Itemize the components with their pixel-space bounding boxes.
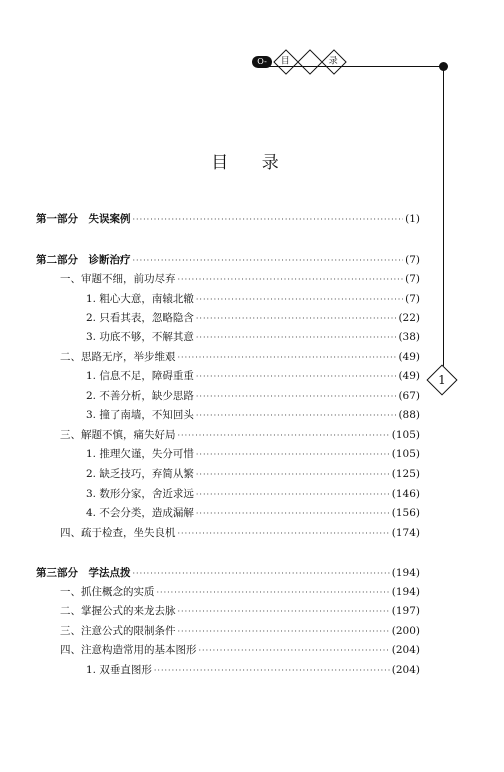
- toc-row[interactable]: [60, 349, 420, 365]
- page-title: 目 录: [211, 153, 293, 173]
- toc-label: 一、审题不细，前功尽弃: [60, 273, 176, 285]
- leader-dots: [178, 526, 390, 542]
- toc-row[interactable]: [60, 623, 420, 639]
- toc-page: (105): [391, 448, 420, 460]
- toc-label: 二、掌握公式的来龙去脉: [60, 605, 176, 617]
- toc-label: 2. 只看其表，忽略隐含: [86, 312, 194, 324]
- leader-dots: [196, 330, 397, 346]
- toc-page: (200): [391, 625, 420, 637]
- toc-page: (22): [398, 312, 420, 324]
- header-badge-lu: 录: [321, 49, 346, 74]
- toc-label: 1. 双垂直图形: [86, 664, 152, 676]
- toc-label: 二、思路无序，举步维艰: [60, 351, 176, 363]
- toc-row[interactable]: [86, 662, 420, 678]
- toc-label: 2. 缺乏技巧，弃简从繁: [86, 468, 194, 480]
- toc-label: 四、疏于检查，坐失良机: [60, 527, 176, 539]
- toc-row[interactable]: [36, 252, 420, 268]
- toc-page: (7): [405, 254, 420, 266]
- toc-page: (197): [391, 605, 420, 617]
- toc-label: 第二部分 诊断治疗: [36, 254, 131, 266]
- toc-row[interactable]: [36, 211, 420, 227]
- toc-page: (156): [391, 507, 420, 519]
- leader-dots: [196, 408, 397, 424]
- toc-label: 1. 推理欠谨，失分可惜: [86, 448, 194, 460]
- toc-row[interactable]: [60, 427, 420, 443]
- toc-page: (7): [405, 273, 420, 285]
- toc-row[interactable]: [86, 466, 420, 482]
- toc-page: (146): [391, 488, 420, 500]
- leader-dots: [178, 272, 404, 288]
- toc-row[interactable]: [86, 368, 420, 384]
- leader-dots: [196, 467, 390, 483]
- toc-row[interactable]: [60, 603, 420, 619]
- toc-page: (204): [391, 644, 420, 656]
- toc-page: (174): [391, 527, 420, 539]
- toc-page: (204): [391, 664, 420, 676]
- toc-row[interactable]: [36, 565, 420, 581]
- toc-row[interactable]: [60, 271, 420, 287]
- toc-page: (67): [398, 390, 420, 402]
- toc-row[interactable]: [86, 388, 420, 404]
- toc-row[interactable]: [86, 446, 420, 462]
- toc-label: 三、解题不慎，痛失好局: [60, 429, 176, 441]
- toc-label: 1. 信息不足，障碍重重: [86, 370, 194, 382]
- page-number: 1: [438, 373, 446, 387]
- leader-dots: [196, 311, 397, 327]
- leader-dots: [196, 389, 397, 405]
- toc-label: 3. 功底不够，不解其意: [86, 331, 194, 343]
- toc-row[interactable]: [86, 505, 420, 521]
- toc-page: (88): [398, 409, 420, 421]
- toc-row[interactable]: [60, 584, 420, 600]
- toc-page: (7): [405, 293, 420, 305]
- toc-label: 四、注意构造常用的基本图形: [60, 644, 197, 656]
- toc-label: 3. 数形分家，舍近求远: [86, 488, 194, 500]
- toc-label: 4. 不会分类，造成漏解: [86, 507, 194, 519]
- toc-label: 2. 不善分析，缺少思路: [86, 390, 194, 402]
- toc-page: (125): [391, 468, 420, 480]
- leader-dots: [133, 212, 404, 228]
- leader-dots: [196, 292, 403, 308]
- toc-page: (194): [391, 567, 420, 579]
- leader-dots: [178, 428, 390, 444]
- leader-dots: [199, 643, 390, 659]
- leader-dots: [178, 604, 390, 620]
- toc-row[interactable]: [86, 407, 420, 423]
- toc-page: (105): [391, 429, 420, 441]
- toc-page: (38): [398, 331, 420, 343]
- leader-dots: [157, 585, 390, 601]
- leader-dots: [196, 369, 397, 385]
- toc-label: 3. 撞了南墙，不知回头: [86, 409, 194, 421]
- toc-row[interactable]: [60, 525, 420, 541]
- toc-page: (1): [405, 213, 420, 225]
- leader-dots: [133, 253, 404, 269]
- toc-label: 第一部分 失误案例: [36, 213, 131, 225]
- toc-label: 三、注意公式的限制条件: [60, 625, 176, 637]
- toc-label: 1. 粗心大意，南辕北辙: [86, 293, 194, 305]
- toc-label: 第三部分 学法点拨: [36, 567, 131, 579]
- leader-dots: [178, 624, 390, 640]
- toc-row[interactable]: [86, 291, 420, 307]
- leader-dots: [196, 487, 390, 503]
- toc-page: (49): [398, 351, 420, 363]
- leader-dots: [196, 447, 390, 463]
- leader-dots: [178, 350, 397, 366]
- key-icon: O-: [252, 56, 272, 68]
- toc-row[interactable]: [86, 310, 420, 326]
- toc-page: (194): [391, 586, 420, 598]
- toc-row[interactable]: [86, 486, 420, 502]
- header-badge-mu: 目: [273, 49, 298, 74]
- toc-row[interactable]: [60, 642, 420, 658]
- toc-row[interactable]: [86, 329, 420, 345]
- toc-label: 一、抓住概念的实质: [60, 586, 155, 598]
- leader-dots: [133, 566, 390, 582]
- toc-page: (49): [398, 370, 420, 382]
- leader-dots: [154, 663, 390, 679]
- leader-dots: [196, 506, 390, 522]
